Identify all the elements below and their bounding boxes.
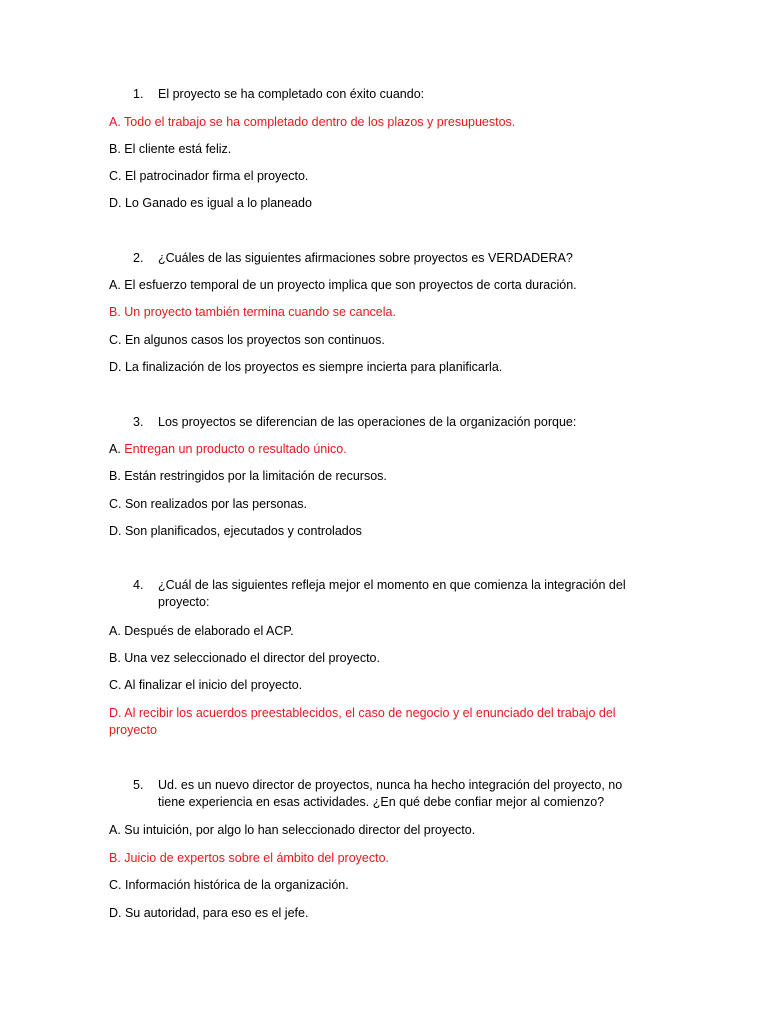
answer-option-correct: A. Todo el trabajo se ha completado dentro de los plazos y presupuestos. xyxy=(109,115,516,129)
question-text: Ud. es un nuevo director de proyectos, nunca ha hecho integración del proyecto, no tiene experiencia en esas actividades. ¿En qué debe confiar mejor al comienzo? xyxy=(158,778,623,809)
answer-option-correct: B. Juicio de expertos sobre el ámbito del proyecto. xyxy=(109,851,390,865)
question-number: 5. xyxy=(133,778,144,792)
answer-option: A. Su intuición, por algo lo han seleccionado director del proyecto. xyxy=(109,823,476,837)
question-text: ¿Cuáles de las siguientes afirmaciones sobre proyectos es VERDADERA? xyxy=(158,251,573,265)
answer-option: C. En algunos casos los proyectos son continuos. xyxy=(109,333,385,347)
answer-option: B. El cliente está feliz. xyxy=(109,142,232,156)
question-number: 1. xyxy=(133,87,144,101)
answer-option: A. El esfuerzo temporal de un proyecto implica que son proyectos de corta duración. xyxy=(109,278,577,292)
answer-prefix: A. xyxy=(109,442,125,456)
answer-option: C. Al finalizar el inicio del proyecto. xyxy=(109,678,303,692)
answer-option: C. Información histórica de la organización. xyxy=(109,878,349,892)
question-number: 3. xyxy=(133,415,144,429)
answer-option: D. Su autoridad, para eso es el jefe. xyxy=(109,906,309,920)
question-number: 4. xyxy=(133,578,144,592)
answer-option-correct: B. Un proyecto también termina cuando se cancela. xyxy=(109,305,396,319)
question-number: 2. xyxy=(133,251,144,265)
question-text: El proyecto se ha completado con éxito cuando: xyxy=(158,87,425,101)
question-text: Los proyectos se diferencian de las operaciones de la organización porque: xyxy=(158,415,577,429)
answer-option: D. Lo Ganado es igual a lo planeado xyxy=(109,196,312,210)
answer-option-correct: D. Al recibir los acuerdos preestablecidos, el caso de negocio y el enunciado del trabajo del proyecto xyxy=(109,706,616,737)
answer-option: C. Son realizados por las personas. xyxy=(109,497,308,511)
answer-option: B. Una vez seleccionado el director del proyecto. xyxy=(109,651,380,665)
answer-text: Entregan un producto o resultado único. xyxy=(124,442,347,456)
question-text: ¿Cuál de las siguientes refleja mejor el momento en que comienza la integración del proyecto: xyxy=(158,578,626,609)
answer-option: A. Después de elaborado el ACP. xyxy=(109,624,294,638)
answer-option: D. La finalización de los proyectos es siempre incierta para planificarla. xyxy=(109,360,503,374)
answer-option: B. Están restringidos por la limitación de recursos. xyxy=(109,469,387,483)
answer-option: C. El patrocinador firma el proyecto. xyxy=(109,169,309,183)
answer-option: D. Son planificados, ejecutados y controlados xyxy=(109,524,362,538)
answer-option-correct xyxy=(109,441,347,458)
